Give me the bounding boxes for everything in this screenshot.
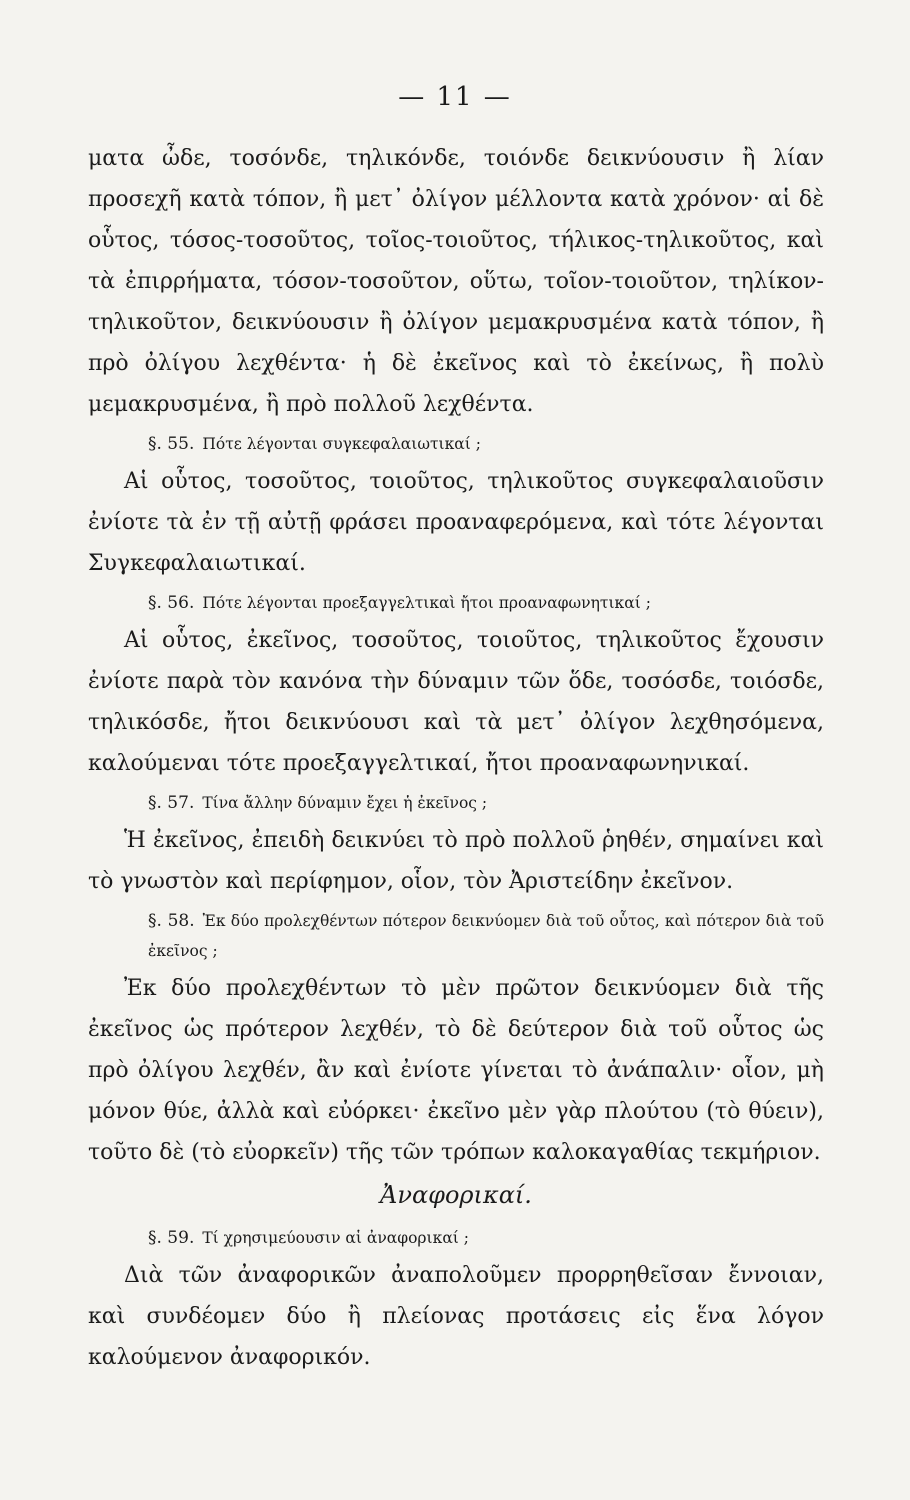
section-heading: Ἀναφορικαί. [380,1181,532,1209]
question-text: Ἐκ δύο προλεχθέντων πότερον δεικνύομεν διὰ τοῦ οὗτος, καὶ πότερον διὰ τοῦ ἐκεῖνος ; [148,912,825,960]
answer-57: Ἡ ἐκεῖνος, ἐπειδὴ δεικνύει τὸ πρὸ πολλοῦ ῥηθέν, σημαίνει καὶ τὸ γνωστὸν καὶ περίφημον, οἷον, τὸν Ἀριστείδην ἐκεῖνον. [88,828,824,894]
question-text: Τίνα ἄλλην δύναμιν ἔχει ἡ ἐκεῖνος ; [202,794,488,812]
section-number: §. 59. [148,1228,195,1248]
question-56 [88,588,824,618]
paragraph-continuation: ματα ὦδε, τοσόνδε, τηλικόνδε, τοιόνδε δεικνύουσιν ἢ λίαν προσεχῆ κατὰ τόπον, ἢ μετ᾽ ὀλίγον μέλλοντα κατὰ χρόνον· αἱ δὲ οὗτος, τόσος-τοσοῦτος, τοῖος-τοιοῦτος, τήλικος-τηλικοῦτος, καὶ τὰ ἐπιρρήματα, τόσον-τοσοῦτον, οὕτω, τοῖον-τοιοῦτον, τηλίκον-τηλικοῦτον, δεικνύουσιν ἢ ὀλίγον μεμακρυσμένα κατὰ τόπον, ἢ πρὸ ὀλίγου λεχθέντα· ἡ δὲ ἐκεῖνος καὶ τὸ ἐκείνως, ἢ πολὺ μεμακρυσμένα, ἢ πρὸ πολλοῦ λεχθέντα. [88,146,824,417]
question-59 [88,1223,824,1253]
question-text: Τί χρησιμεύουσιν αἱ ἀναφορικαί ; [202,1229,470,1247]
page-body [88,138,824,1378]
answer-59: Διὰ τῶν ἀναφορικῶν ἀναπολοῦμεν προρρηθεῖσαν ἔννοιαν, καὶ συνδέομεν δύο ἢ πλείονας προτάσεις εἰς ἕνα λόγον καλούμενον ἀναφορικόν. [88,1263,824,1370]
page-number: — 11 — [398,82,512,112]
question-58 [88,906,824,966]
section-number: §. 57. [148,793,195,813]
question-text: Πότε λέγονται συγκεφαλαιωτικαί ; [202,435,481,453]
section-number: §. 56. [148,593,195,613]
section-number: §. 58. [148,911,195,931]
answer-58: Ἐκ δύο προλεχθέντων τὸ μὲν πρῶτον δεικνύομεν διὰ τῆς ἐκεῖνος ὡς πρότερον λεχθέν, τὸ δὲ δεύτερον διὰ τοῦ οὗτος ὡς πρὸ ὀλίγου λεχθέν, ἂν καὶ ἐνίοτε γίνεται τὸ ἀνάπαλιν· οἷον, μὴ μόνον θύε, ἀλλὰ καὶ εὐόρκει· ἐκεῖνο μὲν γὰρ πλούτου (τὸ θύειν), τοῦτο δὲ (τὸ εὐορκεῖν) τῆς τῶν τρόπων καλοκαγαθίας τεκμήριον. [88,976,824,1165]
question-55 [88,429,824,459]
question-text: Πότε λέγονται προεξαγγελτικαὶ ἤτοι προαναφωνητικαί ; [202,594,651,612]
answer-55: Αἱ οὗτος, τοσοῦτος, τοιοῦτος, τηλικοῦτος συγκεφαλαιοῦσιν ἐνίοτε τὰ ἐν τῇ αὐτῇ φράσει προαναφερόμενα, καὶ τότε λέγονται Συγκεφαλαιωτικαί. [88,469,824,576]
section-number: §. 55. [148,434,195,454]
question-57 [88,788,824,818]
answer-56: Αἱ οὗτος, ἐκεῖνος, τοσοῦτος, τοιοῦτος, τηλικοῦτος ἔχουσιν ἐνίοτε παρὰ τὸν κανόνα τὴν δύναμιν τῶν ὅδε, τοσόσδε, τοιόσδε, τηλικόσδε, ἤτοι δεικνύουσι καὶ τὰ μετ᾽ ὀλίγον λεχθησόμενα, καλούμεναι τότε προεξαγγελτικαί, ἤτοι προαναφωνηνικαί. [88,628,824,776]
